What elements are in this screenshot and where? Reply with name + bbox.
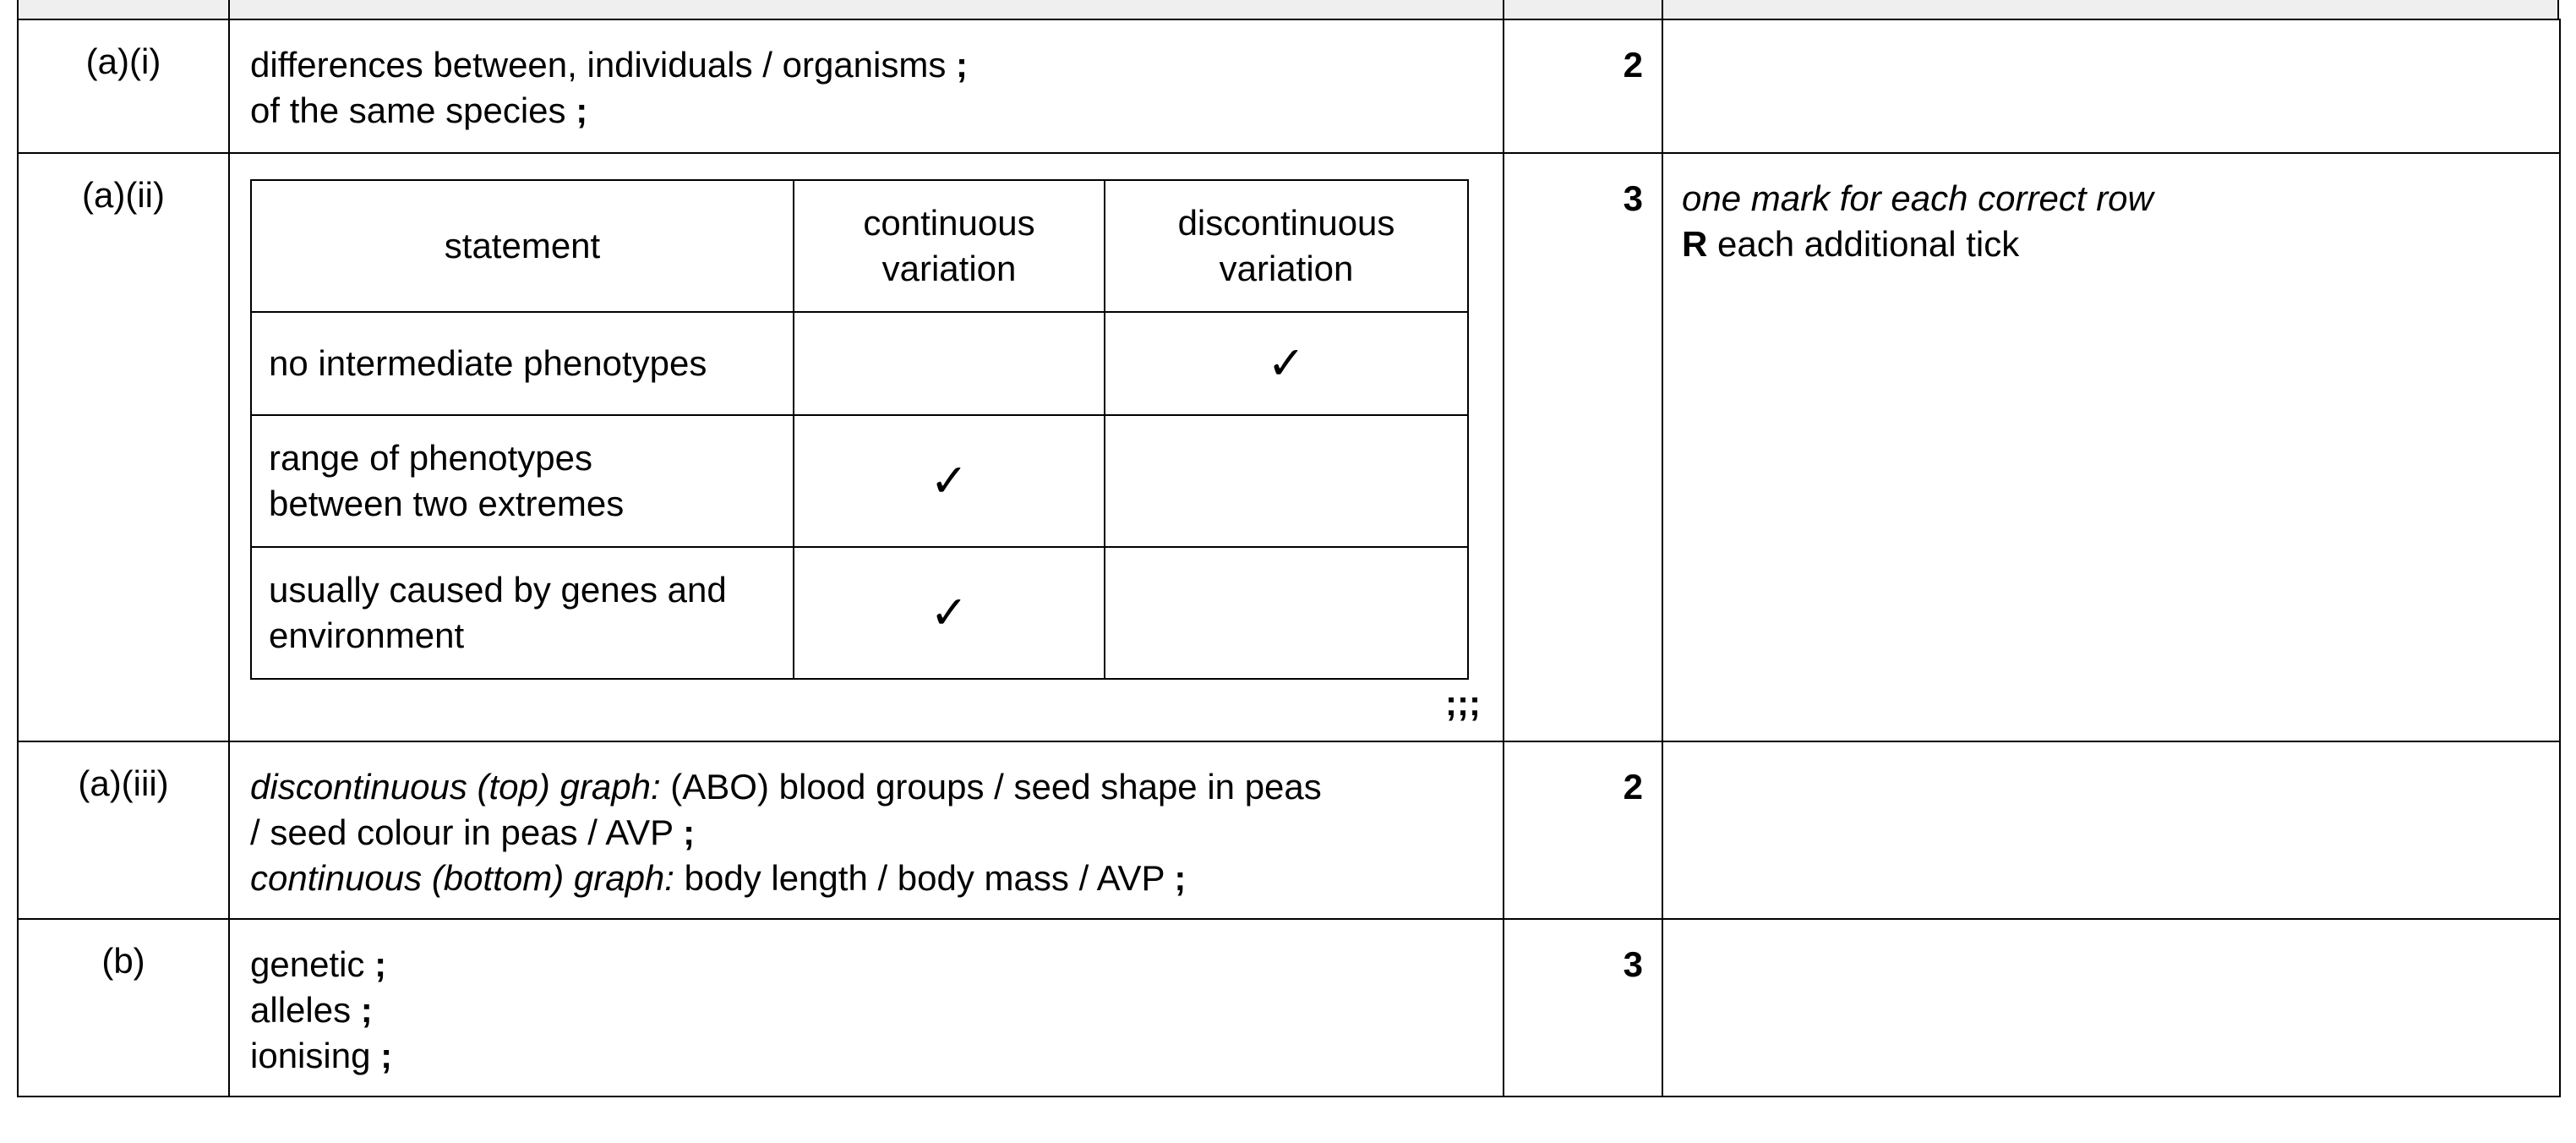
text-run: differences between, individuals / organisms [250, 45, 957, 85]
tick-cell [1105, 547, 1468, 679]
text-line [250, 764, 1482, 810]
guidance-cell [1662, 919, 2560, 1097]
answer-cell [229, 19, 1504, 153]
table-row [18, 741, 2560, 919]
text-run: / seed colour in peas / AVP [250, 812, 684, 852]
header-statement: statement [251, 180, 794, 312]
statement-cell: no intermediate phenotypes [251, 312, 794, 415]
answer-cell [229, 741, 1504, 919]
marks-cell: 3 [1504, 153, 1662, 741]
marks-cell: 3 [1504, 919, 1662, 1097]
variation-table-header [251, 180, 1468, 312]
answer-text [250, 42, 1482, 134]
text-run: ; [360, 990, 373, 1030]
table-row [18, 153, 2560, 741]
text-line [250, 856, 1482, 901]
table-row [18, 19, 2560, 153]
text-run: continuous (bottom) graph: [250, 858, 674, 898]
answer-text [250, 764, 1482, 901]
header-discontinuous: discontinuous variation [1105, 180, 1468, 312]
marking-points: ;;; [1445, 683, 1481, 723]
table-header-strip [17, 0, 2559, 19]
text-run: ionising [250, 1036, 381, 1075]
text-line [250, 88, 1482, 134]
variation-row [251, 415, 1468, 547]
variation-row [251, 312, 1468, 415]
guidance-cell [1662, 19, 2560, 153]
text-line [250, 42, 1482, 88]
answer-text [250, 942, 1482, 1079]
question-number: (a)(i) [18, 19, 229, 153]
variation-row [251, 547, 1468, 679]
answer-cell [229, 153, 1504, 741]
text-run: one mark for each correct row [1682, 178, 2153, 218]
text-run: discontinuous (top) graph: [250, 767, 661, 807]
guidance-cell [1662, 741, 2560, 919]
text-line [1682, 221, 2539, 267]
mark-scheme-table [17, 19, 2561, 1097]
text-run: genetic [250, 944, 375, 984]
question-number: (a)(iii) [18, 741, 229, 919]
tick-cell: ✓ [794, 547, 1105, 679]
text-run: R [1682, 224, 1708, 264]
text-run: of the same species [250, 90, 576, 130]
marks-cell: 2 [1504, 19, 1662, 153]
text-run: alleles [250, 990, 361, 1030]
text-run: ; [374, 944, 387, 984]
question-number: (b) [18, 919, 229, 1097]
answer-cell [229, 919, 1504, 1097]
text-line [250, 942, 1482, 987]
text-run: ; [956, 45, 969, 85]
table-row [18, 919, 2560, 1097]
marks-cell: 2 [1504, 741, 1662, 919]
tick-cell: ✓ [1105, 312, 1468, 415]
tick-cell: ✓ [794, 415, 1105, 547]
guidance-cell [1662, 153, 2560, 741]
variation-table [250, 179, 1469, 680]
text-line [250, 987, 1482, 1033]
text-run: ; [1174, 858, 1187, 898]
text-line [250, 810, 1482, 856]
text-run: each additional tick [1707, 224, 2020, 264]
tick-cell [794, 312, 1105, 415]
guidance-text [1682, 176, 2539, 267]
tick-cell [1105, 415, 1468, 547]
statement-cell: range of phenotypes between two extremes [251, 415, 794, 547]
text-line [1682, 176, 2539, 221]
text-run: ; [380, 1036, 393, 1075]
text-run: body length / body mass / AVP [674, 858, 1175, 898]
text-run: ; [683, 812, 696, 852]
text-run: (ABO) blood groups / seed shape in peas [660, 767, 1322, 807]
statement-cell: usually caused by genes and environment [251, 547, 794, 679]
text-line [250, 1033, 1482, 1079]
question-number: (a)(ii) [18, 153, 229, 741]
text-run: ; [576, 90, 588, 130]
header-continuous: continuous variation [794, 180, 1105, 312]
